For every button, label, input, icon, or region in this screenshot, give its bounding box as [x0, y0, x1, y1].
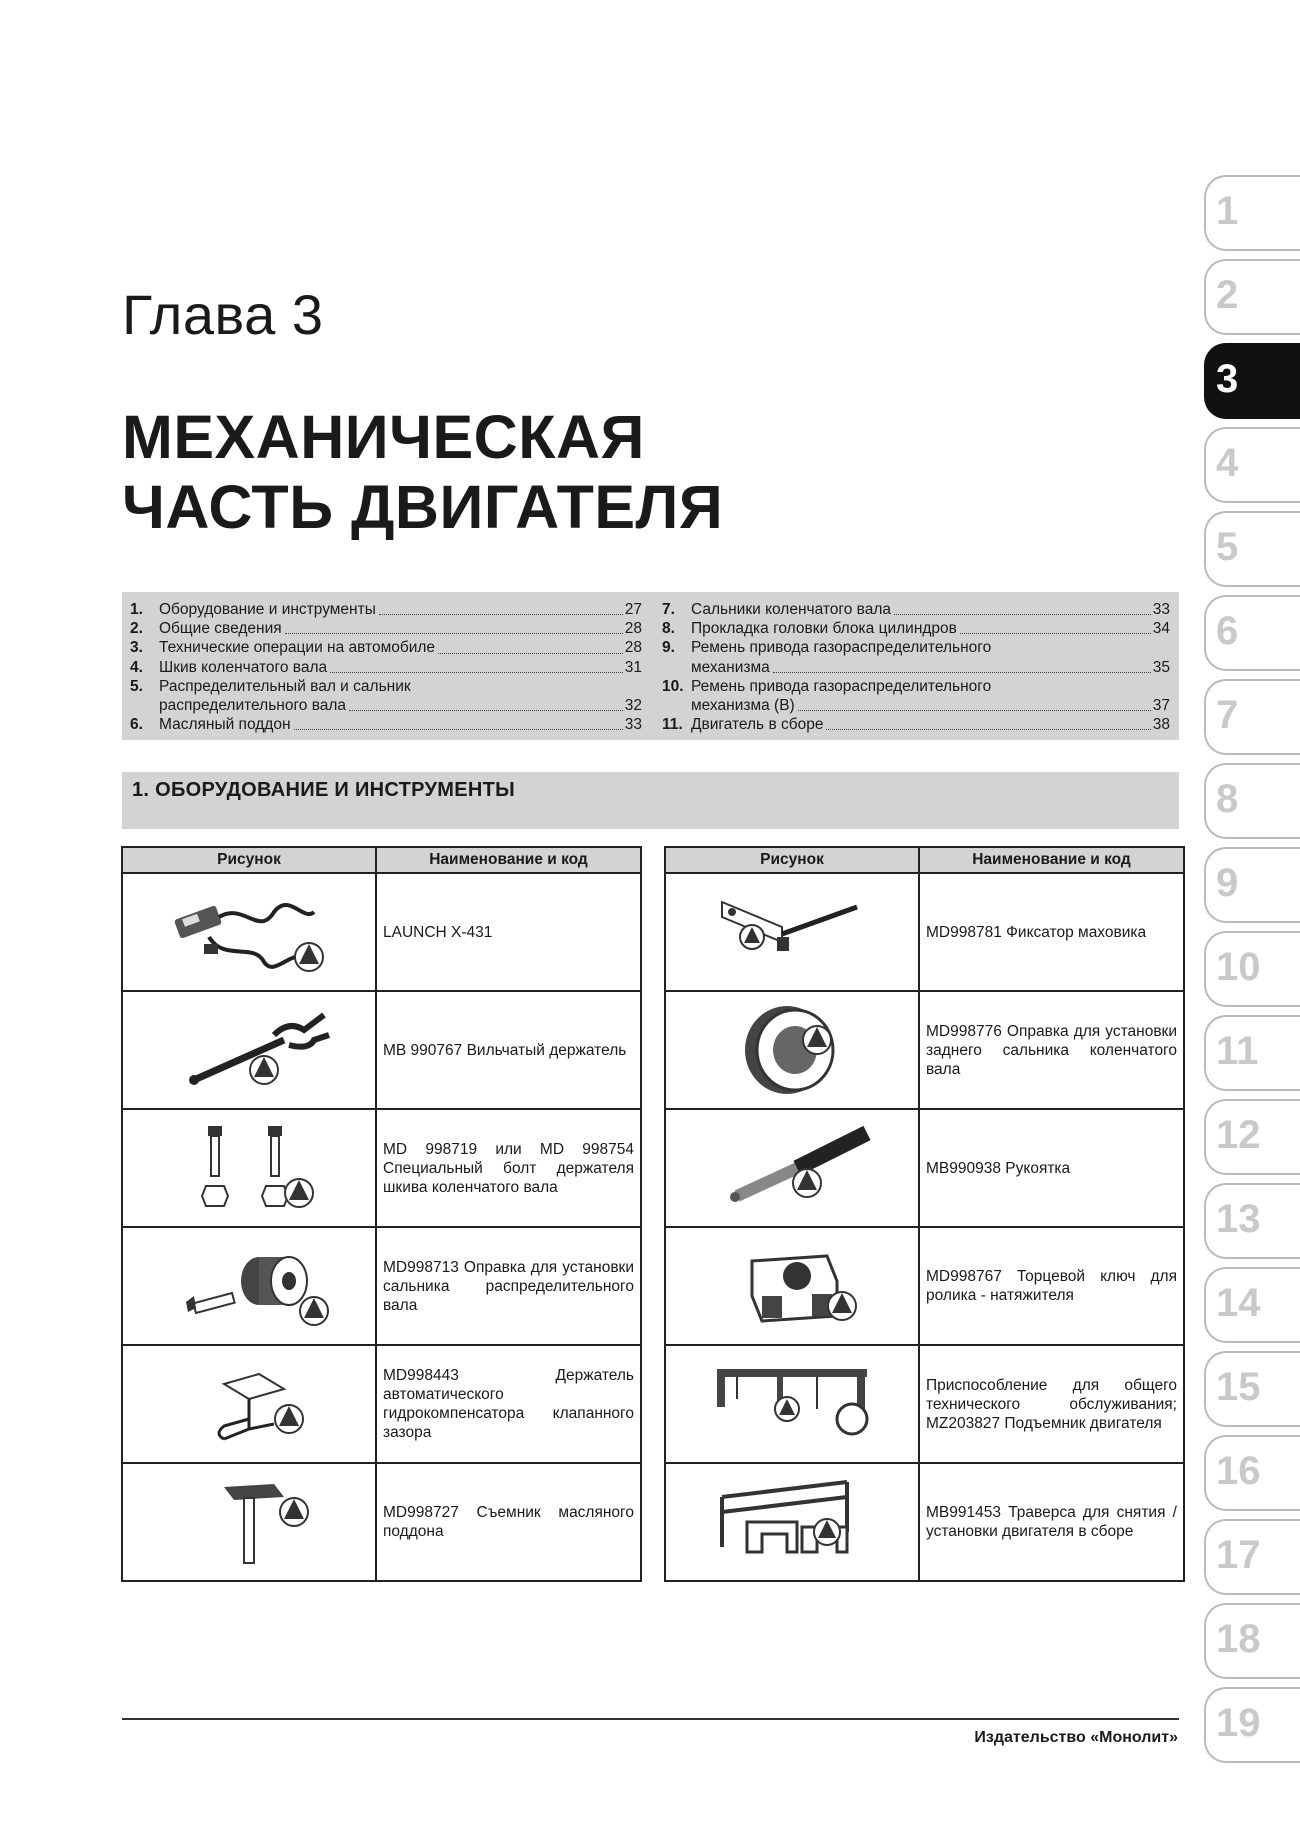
- toc-right-column: [662, 600, 1170, 734]
- toc-num: 5.: [130, 677, 143, 695]
- table-row: [122, 1227, 641, 1345]
- table-row: [665, 1109, 1184, 1227]
- tab-label: 3: [1216, 357, 1239, 401]
- tool-name: Приспособление для общего технического обслуживания; MZ203827 Подъемник двигателя: [919, 1345, 1184, 1463]
- toc-num: 6.: [130, 716, 143, 734]
- tab-label: 17: [1216, 1533, 1261, 1577]
- toc-page: 31: [624, 658, 642, 676]
- footer-divider: [122, 1718, 1179, 1720]
- table-row: [122, 1463, 641, 1581]
- tab-chapter-7[interactable]: [1204, 679, 1300, 755]
- tab-label: 7: [1216, 693, 1239, 737]
- toc-num: 2.: [130, 620, 143, 638]
- toc-title: Общие сведения: [159, 620, 282, 638]
- column-header-name: Наименование и код: [919, 847, 1184, 873]
- tab-label: 15: [1216, 1365, 1261, 1409]
- tab-chapter-2[interactable]: [1204, 259, 1300, 335]
- diagnostic-scanner-icon: [164, 882, 334, 982]
- toc-page: 32: [624, 697, 642, 715]
- toc-num: 7.: [662, 601, 675, 618]
- tab-label: 4: [1216, 441, 1239, 485]
- tool-name: MD998443 Держатель автоматического гидрокомпенсатора клапанного зазора: [376, 1345, 641, 1463]
- column-header-name: Наименование и код: [376, 847, 641, 873]
- tool-name: MD998776 Оправка для установки заднего сальника коленчатого вала: [919, 991, 1184, 1109]
- toc-num: 4.: [130, 658, 143, 676]
- tool-name: MD998781 Фиксатор маховика: [919, 873, 1184, 991]
- toc-page: 28: [624, 620, 642, 638]
- tab-label: 5: [1216, 525, 1239, 569]
- table-row: [665, 1227, 1184, 1345]
- chapter-title-line1: МЕХАНИЧЕСКАЯ: [122, 403, 645, 471]
- tab-chapter-15[interactable]: [1204, 1351, 1300, 1427]
- table-row: [122, 1345, 641, 1463]
- toc-item[interactable]: [662, 638, 1170, 676]
- tab-chapter-3[interactable]: [1204, 343, 1300, 419]
- toc-page: 28: [624, 639, 642, 657]
- toc-left-column: [130, 600, 642, 734]
- chapter-title-line2: ЧАСТЬ ДВИГАТЕЛЯ: [122, 473, 724, 541]
- toc-num: 1.: [130, 601, 143, 618]
- tab-label: 18: [1216, 1617, 1261, 1661]
- toc-title-cont: механизма: [691, 658, 770, 676]
- publisher-name: Издательство «Монолит»: [974, 1729, 1178, 1746]
- tab-chapter-17[interactable]: [1204, 1519, 1300, 1595]
- toc-item[interactable]: [130, 658, 642, 677]
- toc-item[interactable]: [662, 619, 1170, 638]
- tab-chapter-18[interactable]: [1204, 1603, 1300, 1679]
- seal-installer-icon: [164, 1236, 334, 1336]
- toc-title: Технические операции на автомобиле: [159, 639, 436, 657]
- chapter-title: [122, 402, 723, 542]
- special-bolt-icon: [164, 1118, 334, 1218]
- socket-wrench-icon: [707, 1236, 877, 1336]
- table-row: [665, 991, 1184, 1109]
- tab-chapter-4[interactable]: [1204, 427, 1300, 503]
- toc-title: Прокладка головки блока цилиндров: [691, 620, 957, 638]
- table-row: [665, 1463, 1184, 1581]
- toc-item[interactable]: [662, 677, 1170, 715]
- flywheel-stopper-icon: [707, 882, 877, 982]
- table-row: [122, 873, 641, 991]
- table-row: [122, 1109, 641, 1227]
- toc-title-cont: распределительного вала: [159, 697, 347, 715]
- tab-label: 1: [1216, 189, 1239, 233]
- toc-num: 10.: [662, 677, 684, 695]
- tab-chapter-9[interactable]: [1204, 847, 1300, 923]
- tab-label: 14: [1216, 1281, 1261, 1325]
- toc-num: 9.: [662, 639, 675, 657]
- tab-label: 9: [1216, 861, 1239, 905]
- tab-label: 11: [1216, 1029, 1259, 1073]
- toc-title-cont: механизма (B): [691, 697, 795, 715]
- tab-label: 16: [1216, 1449, 1261, 1493]
- tool-name: MD998767 Торцевой ключ для ролика - натяжителя: [919, 1227, 1184, 1345]
- toc-title: Распределительный вал и сальник: [159, 677, 411, 695]
- tab-label: 13: [1216, 1197, 1261, 1241]
- chapter-label: Глава 3: [122, 283, 324, 346]
- toc-page: 38: [1152, 716, 1170, 734]
- toc-item[interactable]: [662, 600, 1170, 619]
- toc-title: Масляный поддон: [159, 716, 291, 734]
- toc-item[interactable]: [130, 619, 642, 638]
- lash-adjuster-holder-icon: [164, 1354, 334, 1454]
- tab-chapter-11[interactable]: [1204, 1015, 1300, 1091]
- tool-name: MB990938 Рукоятка: [919, 1109, 1184, 1227]
- toc-page: 27: [624, 601, 642, 618]
- tool-name: MB991453 Траверса для снятия / установки двигателя в сборе: [919, 1463, 1184, 1581]
- toc-num: 8.: [662, 620, 675, 638]
- toc-num: 11.: [662, 716, 683, 734]
- toc-item[interactable]: [130, 715, 642, 734]
- tab-label: 19: [1216, 1701, 1261, 1745]
- toc-title: Шкив коленчатого вала: [159, 658, 328, 676]
- tool-name: MD998713 Оправка для установки сальника распределительного вала: [376, 1227, 641, 1345]
- tool-name: MB 990767 Вильчатый держатель: [376, 991, 641, 1109]
- oil-pan-remover-icon: [164, 1472, 334, 1572]
- table-of-contents: [122, 592, 1179, 740]
- section-header: [122, 772, 1179, 829]
- toc-item[interactable]: [130, 638, 642, 657]
- tab-chapter-1[interactable]: [1204, 175, 1300, 251]
- toc-page: 33: [1152, 601, 1170, 618]
- tab-label: 12: [1216, 1113, 1261, 1157]
- tab-chapter-19[interactable]: [1204, 1687, 1300, 1763]
- toc-page: 33: [624, 716, 642, 734]
- toc-item[interactable]: [130, 600, 642, 619]
- rear-seal-installer-icon: [707, 1000, 877, 1100]
- tab-chapter-12[interactable]: [1204, 1099, 1300, 1175]
- tab-chapter-5[interactable]: [1204, 511, 1300, 587]
- engine-traverse-icon: [707, 1472, 877, 1572]
- toc-title: Сальники коленчатого вала: [691, 601, 892, 618]
- column-header-picture: Рисунок: [122, 847, 376, 873]
- toc-title: Оборудование и инструменты: [159, 601, 376, 618]
- toc-title: Двигатель в сборе: [691, 716, 824, 734]
- tools-table-left: [121, 846, 642, 1582]
- engine-lifter-icon: [707, 1354, 877, 1454]
- chapter-tabs: [1204, 175, 1300, 1771]
- column-header-picture: Рисунок: [665, 847, 919, 873]
- tab-chapter-6[interactable]: [1204, 595, 1300, 671]
- tab-label: 2: [1216, 273, 1239, 317]
- toc-item[interactable]: [130, 677, 642, 715]
- handle-icon: [707, 1118, 877, 1218]
- fork-holder-icon: [164, 1000, 334, 1100]
- toc-title: Ремень привода газораспределительного: [691, 639, 992, 657]
- table-row: [665, 1345, 1184, 1463]
- tab-chapter-8[interactable]: [1204, 763, 1300, 839]
- tab-label: 10: [1216, 945, 1261, 989]
- toc-title: Ремень привода газораспределительного: [691, 677, 992, 695]
- tab-chapter-14[interactable]: [1204, 1267, 1300, 1343]
- tool-name: MD998727 Съемник масляного поддона: [376, 1463, 641, 1581]
- toc-page: 35: [1152, 658, 1170, 676]
- toc-page: 34: [1152, 620, 1170, 638]
- tools-table-right: [664, 846, 1185, 1582]
- tool-name: MD 998719 или MD 998754 Специальный болт держателя шкива коленчатого вала: [376, 1109, 641, 1227]
- tab-chapter-13[interactable]: [1204, 1183, 1300, 1259]
- table-row: [665, 873, 1184, 991]
- tab-chapter-16[interactable]: [1204, 1435, 1300, 1511]
- tool-name: LAUNCH X-431: [376, 873, 641, 991]
- table-row: [122, 991, 641, 1109]
- tab-label: 8: [1216, 777, 1239, 821]
- toc-item[interactable]: [662, 715, 1170, 734]
- toc-num: 3.: [130, 639, 143, 657]
- toc-page: 37: [1152, 697, 1170, 715]
- tab-chapter-10[interactable]: [1204, 931, 1300, 1007]
- section-title: 1. ОБОРУДОВАНИЕ И ИНСТРУМЕНТЫ: [132, 779, 516, 801]
- tab-label: 6: [1216, 609, 1239, 653]
